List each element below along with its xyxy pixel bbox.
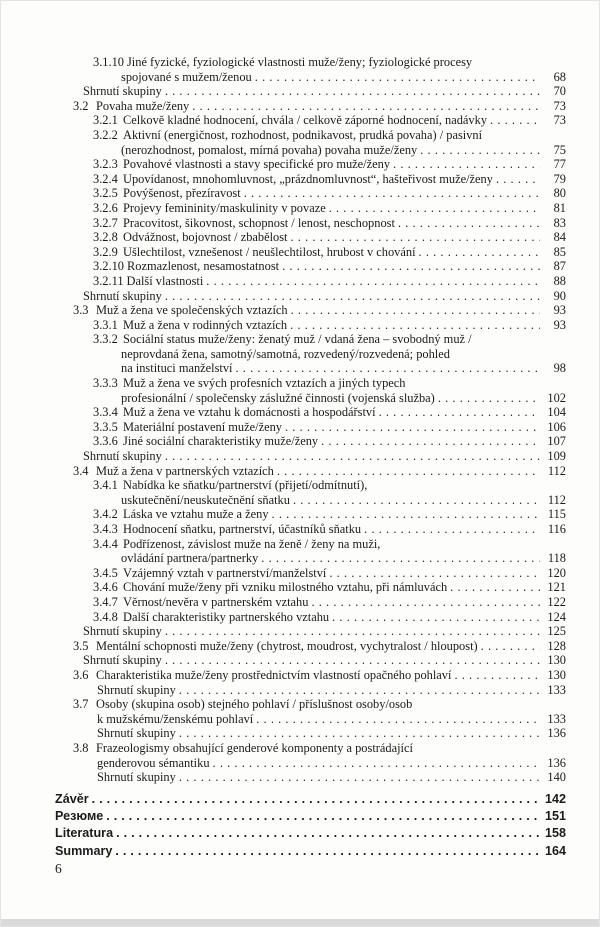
entry-title: Literatura bbox=[55, 826, 114, 841]
toc-row bbox=[55, 230, 566, 245]
section-number: 3.3.6 bbox=[93, 434, 118, 449]
entry-page: 88 bbox=[553, 273, 566, 288]
dot-leader bbox=[329, 201, 540, 216]
entry-page: 136 bbox=[547, 726, 566, 741]
toc-row bbox=[55, 595, 566, 610]
entry-title: Mentální schopnosti muže/ženy (chytrost, moudrost, vychytralost / hloupost) bbox=[96, 638, 478, 653]
dot-leader bbox=[92, 791, 540, 808]
toc-row bbox=[55, 405, 566, 420]
entry-title: Shrnutí skupiny bbox=[83, 653, 162, 668]
entry-title: Podřízenost, závislost muže na ženě / ženy na muži, bbox=[123, 536, 381, 551]
entry-page: 75 bbox=[553, 142, 566, 157]
section-number: 3.3.2 bbox=[93, 332, 118, 347]
page-number: 6 bbox=[55, 860, 62, 876]
entry-page: 140 bbox=[547, 770, 566, 785]
entry-title: Projevy femininity/maskulinity v povaze bbox=[123, 200, 326, 215]
entry-title: Odvážnost, bojovnost / zbabělost bbox=[123, 230, 288, 245]
entry-page: 68 bbox=[553, 69, 566, 84]
entry-title: Shrnutí skupiny bbox=[83, 288, 162, 303]
section-number: 3.2.9 bbox=[93, 244, 118, 259]
entry-title: Aktivní (energičnost, rozhodnost, podnikavost, prudká povaha) / pasivní bbox=[123, 127, 483, 142]
toc-row bbox=[55, 770, 566, 785]
section-number: 3.2.6 bbox=[93, 200, 118, 215]
dot-leader bbox=[398, 216, 540, 231]
entry-page: 116 bbox=[547, 522, 566, 536]
toc-row bbox=[55, 128, 566, 143]
entry-page: 121 bbox=[547, 580, 566, 595]
entry-title: Celkově kladné hodnocení, chvála / celkově záporné hodnocení, nadávky bbox=[123, 113, 488, 128]
dot-leader bbox=[165, 624, 540, 639]
entry-page: 77 bbox=[553, 157, 566, 172]
dot-leader bbox=[106, 808, 540, 825]
entry-title: genderovou sémantiku bbox=[97, 755, 210, 770]
dot-leader bbox=[165, 449, 540, 464]
entry-title: Jiné sociální charakteristiky muže/ženy bbox=[123, 434, 319, 449]
section-number: 3.3.3 bbox=[93, 376, 118, 391]
dot-leader bbox=[364, 522, 540, 537]
entry-page: 125 bbox=[547, 624, 566, 639]
entry-page: 83 bbox=[553, 215, 566, 230]
section-number: 3.8 bbox=[73, 740, 89, 755]
toc-row bbox=[55, 808, 566, 825]
dot-leader bbox=[450, 580, 540, 595]
toc-row bbox=[55, 99, 566, 114]
toc-row bbox=[55, 825, 566, 842]
toc-row bbox=[55, 537, 566, 552]
dot-leader bbox=[116, 825, 540, 842]
toc-row bbox=[55, 566, 566, 581]
entry-page: 81 bbox=[553, 200, 566, 215]
section-number: 3.6 bbox=[73, 667, 89, 682]
toc-row bbox=[55, 551, 566, 566]
entry-title: Muž a žena ve vztahu k domácnosti a hospodářství bbox=[123, 405, 376, 420]
entry-title: Charakteristika muže/ženy prostřednictvím vlastností opačného pohlaví bbox=[96, 667, 452, 682]
toc-row bbox=[55, 303, 566, 318]
entry-title: na instituci manželství bbox=[121, 361, 233, 376]
section-number: 3.4 bbox=[73, 463, 89, 478]
dot-leader bbox=[179, 683, 540, 698]
entry-page: 133 bbox=[547, 682, 566, 697]
dot-leader bbox=[213, 756, 540, 771]
dot-leader bbox=[236, 361, 541, 376]
entry-title: uskutečnění/neuskutečnění sňatku bbox=[121, 492, 290, 507]
toc-row bbox=[55, 274, 566, 289]
entry-title: Další vlastnosti bbox=[126, 273, 204, 288]
section-number: 3.2.8 bbox=[93, 230, 118, 245]
entry-title: Jiné fyzické, fyziologické vlastnosti muže/ženy; fyziologické procesy bbox=[126, 55, 473, 69]
entry-title: Vzájemný vztah v partnerství/manželství bbox=[123, 565, 327, 580]
section-number: 3.4.7 bbox=[93, 594, 118, 609]
section-number: 3.4.6 bbox=[93, 580, 118, 595]
dot-leader bbox=[255, 70, 540, 85]
entry-title: Shrnutí skupiny bbox=[97, 726, 176, 741]
toc-row bbox=[55, 726, 566, 741]
dot-leader bbox=[256, 712, 540, 727]
entry-title: neprovdaná žena, samotný/samotná, rozvedený/rozvedená; pohled bbox=[121, 346, 450, 361]
toc-row bbox=[55, 610, 566, 625]
dot-leader bbox=[496, 172, 540, 187]
section-number: 3.3.5 bbox=[93, 419, 118, 434]
toc-row bbox=[55, 259, 566, 274]
entry-page: 118 bbox=[547, 551, 566, 566]
table-of-contents bbox=[55, 55, 566, 785]
dot-leader bbox=[115, 843, 540, 860]
entry-title: Závěr bbox=[55, 791, 89, 806]
section-number: 3.2.10 bbox=[93, 259, 124, 274]
entry-title: k mužskému/ženskému pohlaví bbox=[97, 711, 254, 726]
toc-row bbox=[55, 639, 566, 654]
entry-page: 112 bbox=[547, 492, 566, 507]
entry-title: Muž a žena ve svých profesních vztazích a jiných typech bbox=[123, 376, 406, 391]
entry-page: 122 bbox=[547, 594, 566, 609]
dot-leader bbox=[165, 84, 540, 99]
dot-leader bbox=[291, 230, 541, 245]
dot-leader bbox=[291, 303, 540, 318]
section-number: 3.4.8 bbox=[93, 609, 118, 624]
dot-leader bbox=[244, 186, 540, 201]
entry-page: 73 bbox=[553, 98, 566, 113]
toc-row bbox=[55, 84, 566, 99]
entry-page: 102 bbox=[547, 390, 566, 405]
entry-page: 93 bbox=[553, 317, 566, 332]
entry-title: Povýšenost, přezíravost bbox=[123, 186, 241, 201]
toc-row bbox=[55, 653, 566, 668]
dot-leader bbox=[277, 464, 540, 479]
entry-page: 87 bbox=[553, 259, 566, 274]
entry-page: 80 bbox=[553, 186, 566, 201]
dot-leader bbox=[272, 507, 540, 522]
section-number: 3.4.2 bbox=[93, 507, 118, 522]
entry-page: 104 bbox=[547, 405, 566, 420]
entry-title: Hodnocení sňatku, partnerství, účastníků sňatku bbox=[123, 522, 362, 536]
entry-title: Muž a žena v partnerských vztazích bbox=[96, 463, 274, 478]
entry-title: Summary bbox=[55, 843, 113, 858]
toc-row bbox=[55, 449, 566, 464]
dot-leader bbox=[420, 143, 540, 158]
toc-row bbox=[55, 245, 566, 260]
toc-row bbox=[55, 318, 566, 333]
section-number: 3.2.4 bbox=[93, 171, 118, 186]
entry-title: Rozmazlenost, nesamostatnost bbox=[126, 259, 280, 274]
entry-page: 73 bbox=[553, 113, 566, 128]
entry-title: Materiální postavení muže/ženy bbox=[123, 419, 282, 434]
toc-row bbox=[55, 289, 566, 304]
entry-title: Povahové vlastnosti a stavy specifické pro muže/ženy bbox=[123, 157, 391, 172]
section-number: 3.5 bbox=[73, 638, 89, 653]
entry-title: Ušlechtilost, vznešenost / neušlechtilost, hrubost v chování bbox=[123, 244, 416, 259]
entry-page: 130 bbox=[547, 653, 566, 668]
dot-leader bbox=[206, 274, 540, 289]
toc-row bbox=[55, 143, 566, 158]
toc-row bbox=[55, 756, 566, 771]
entry-title: Chování muže/ženy při vzniku milostného vztahu, při námluvách bbox=[123, 580, 448, 595]
toc-row bbox=[55, 332, 566, 347]
entry-page: 106 bbox=[547, 419, 566, 434]
dot-leader bbox=[290, 318, 540, 333]
entry-page: 85 bbox=[553, 244, 566, 259]
toc-row bbox=[55, 186, 566, 201]
dot-leader bbox=[285, 420, 540, 435]
entry-page: 151 bbox=[544, 808, 566, 823]
entry-page: 136 bbox=[547, 755, 566, 770]
toc-row bbox=[55, 478, 566, 493]
toc-row bbox=[55, 201, 566, 216]
toc-row bbox=[55, 172, 566, 187]
dot-leader bbox=[282, 259, 540, 274]
dot-leader bbox=[179, 770, 540, 785]
dot-leader bbox=[438, 391, 540, 406]
section-number: 3.4.4 bbox=[93, 536, 118, 551]
entry-page: 115 bbox=[547, 507, 566, 522]
dot-leader bbox=[179, 726, 540, 741]
entry-title: Shrnutí skupiny bbox=[97, 770, 176, 785]
toc-row bbox=[55, 391, 566, 406]
toc-row bbox=[55, 361, 566, 376]
section-number: 3.2.11 bbox=[93, 273, 124, 288]
entry-page: 107 bbox=[547, 434, 566, 449]
dot-leader bbox=[321, 434, 540, 449]
entry-page: 109 bbox=[547, 449, 566, 464]
section-number: 3.4.5 bbox=[93, 565, 118, 580]
entry-title: Láska ve vztahu muže a ženy bbox=[123, 507, 269, 522]
dot-leader bbox=[490, 113, 540, 128]
entry-title: Shrnutí skupiny bbox=[83, 624, 162, 639]
dot-leader bbox=[293, 493, 540, 508]
section-number: 3.3 bbox=[73, 303, 89, 318]
dot-leader bbox=[192, 99, 540, 114]
section-number: 3.3.4 bbox=[93, 405, 118, 420]
toc-row bbox=[55, 113, 566, 128]
entry-title: Shrnutí skupiny bbox=[83, 84, 162, 99]
dot-leader bbox=[261, 551, 540, 566]
section-number: 3.3.1 bbox=[93, 317, 118, 332]
toc-row bbox=[55, 507, 566, 522]
entry-title: Sociální status muže/ženy: ženatý muž / vdaná žena – svobodný muž / bbox=[123, 332, 472, 347]
dot-leader bbox=[481, 639, 540, 654]
entry-title: Povaha muže/ženy bbox=[96, 98, 190, 113]
section-number: 3.2.1 bbox=[93, 113, 118, 128]
toc-row bbox=[55, 683, 566, 698]
section-number: 3.4.3 bbox=[93, 522, 118, 536]
entry-page: 98 bbox=[553, 361, 566, 376]
back-matter-entries bbox=[55, 791, 566, 860]
section-number: 3.2.3 bbox=[93, 157, 118, 172]
toc-row bbox=[55, 791, 566, 808]
entry-title: ovládání partnera/partnerky bbox=[121, 551, 259, 566]
entry-page: 133 bbox=[547, 711, 566, 726]
entry-page: 158 bbox=[544, 826, 566, 841]
entry-title: Další charakteristiky partnerského vztahu bbox=[123, 609, 330, 624]
toc-row bbox=[55, 55, 566, 70]
toc-row bbox=[55, 216, 566, 231]
entry-page: 130 bbox=[547, 667, 566, 682]
toc-row bbox=[55, 522, 566, 537]
entry-title: Pracovitost, šikovnost, schopnost / lenost, neschopnost bbox=[123, 215, 395, 230]
section-number: 3.2.5 bbox=[93, 186, 118, 201]
toc-row bbox=[55, 70, 566, 85]
entry-title: Frazeologismy obsahující genderové komponenty a postrádající bbox=[96, 740, 413, 755]
entry-page: 128 bbox=[547, 638, 566, 653]
entry-title: Věrnost/nevěra v partnerském vztahu bbox=[123, 594, 309, 609]
dot-leader bbox=[332, 610, 540, 625]
entry-title: Nabídka ke sňatku/partnerství (přijetí/odmítnutí), bbox=[123, 478, 368, 493]
dot-leader bbox=[393, 157, 540, 172]
toc-row bbox=[55, 624, 566, 639]
entry-title: Upovídanost, mnohomluvnost, „prázdnomluvnost“, hašteřivost muže/ženy bbox=[123, 171, 493, 186]
entry-page: 90 bbox=[553, 288, 566, 303]
entry-page: 124 bbox=[547, 609, 566, 624]
entry-page: 112 bbox=[547, 463, 566, 478]
section-number: 3.7 bbox=[73, 697, 89, 712]
entry-page: 70 bbox=[553, 84, 566, 99]
toc-row bbox=[55, 712, 566, 727]
entry-page: 120 bbox=[547, 565, 566, 580]
dot-leader bbox=[419, 245, 540, 260]
toc-row bbox=[55, 464, 566, 479]
dot-leader bbox=[329, 566, 540, 581]
section-number: 3.2.2 bbox=[93, 127, 118, 142]
toc-row bbox=[55, 157, 566, 172]
entry-title: Shrnutí skupiny bbox=[83, 449, 162, 464]
entry-title: spojované s mužem/ženou bbox=[121, 69, 252, 84]
toc-row bbox=[55, 668, 566, 683]
toc-row bbox=[55, 697, 566, 712]
entry-title: Muž a žena ve společenských vztazích bbox=[96, 303, 288, 318]
toc-row bbox=[55, 434, 566, 449]
entry-title: Muž a žena v rodinných vztazích bbox=[123, 317, 288, 332]
section-number: 3.2.7 bbox=[93, 215, 118, 230]
toc-row bbox=[55, 741, 566, 756]
entry-page: 164 bbox=[544, 843, 566, 858]
entry-title: Резюме bbox=[55, 808, 104, 823]
entry-title: Shrnutí skupiny bbox=[97, 682, 176, 697]
dot-leader bbox=[311, 595, 540, 610]
section-number: 3.2 bbox=[73, 98, 89, 113]
dot-leader bbox=[165, 653, 540, 668]
entry-title: Osoby (skupina osob) stejného pohlaví / příslušnost osoby/osob bbox=[96, 697, 413, 712]
entry-page: 142 bbox=[544, 791, 566, 806]
section-number: 3.1.10 bbox=[93, 55, 124, 69]
dot-leader bbox=[454, 668, 540, 683]
entry-page: 79 bbox=[553, 171, 566, 186]
toc-row bbox=[55, 420, 566, 435]
page-content bbox=[55, 55, 566, 877]
section-number: 3.4.1 bbox=[93, 478, 118, 493]
dot-leader bbox=[379, 405, 540, 420]
dot-leader bbox=[165, 289, 540, 304]
entry-page: 84 bbox=[553, 230, 566, 245]
toc-row bbox=[55, 347, 566, 362]
scan-bottom-edge bbox=[1, 919, 599, 926]
toc-row bbox=[55, 493, 566, 508]
toc-row bbox=[55, 580, 566, 595]
entry-page: 93 bbox=[553, 303, 566, 318]
entry-title: profesionální / společensky záslužné činnosti (vojenská služba) bbox=[121, 390, 435, 405]
toc-row bbox=[55, 843, 566, 860]
toc-row bbox=[55, 376, 566, 391]
entry-title: (nerozhodnost, pomalost, mírná povaha) povaha muže/ženy bbox=[121, 142, 418, 157]
